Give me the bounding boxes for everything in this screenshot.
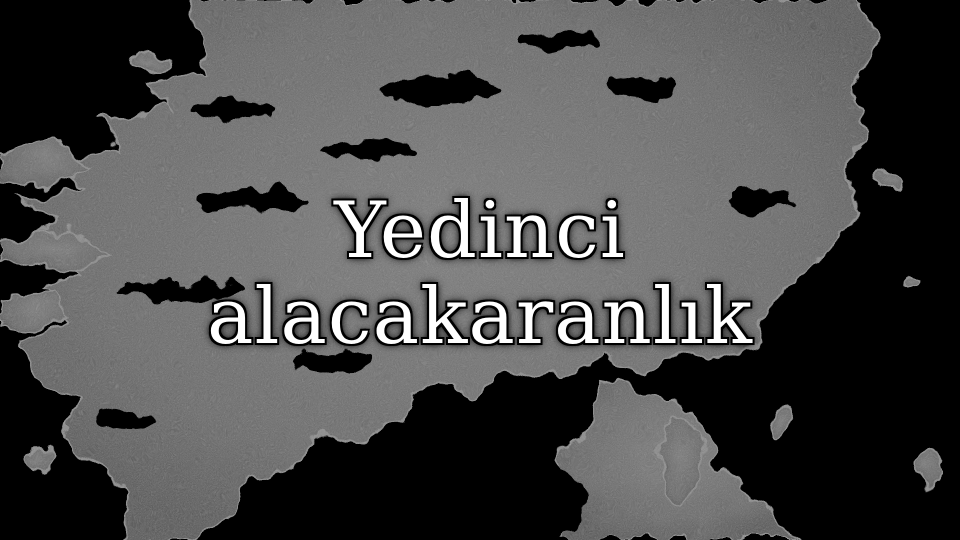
title-line-1: Yedinci bbox=[334, 186, 626, 276]
title-line-2: alacakaranlık bbox=[206, 272, 754, 362]
game-title bbox=[0, 188, 960, 360]
